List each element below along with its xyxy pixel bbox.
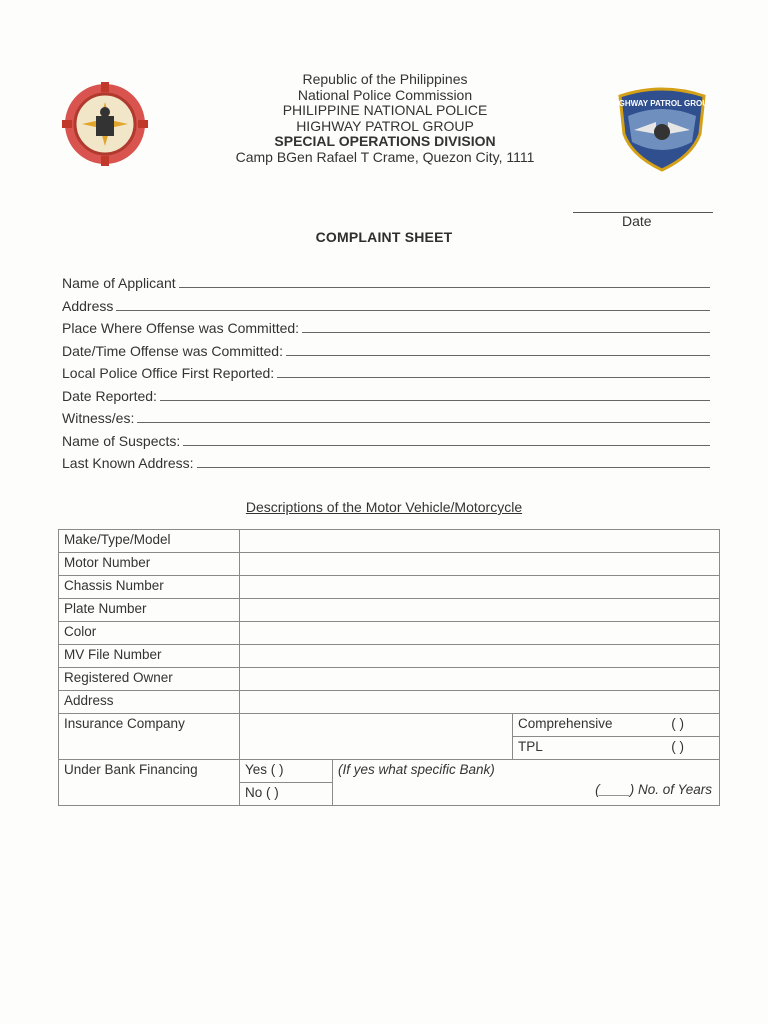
table-row xyxy=(59,668,720,691)
row-label: Motor Number xyxy=(59,553,240,576)
header-napolcom: National Police Commission xyxy=(297,86,473,103)
row-label: MV File Number xyxy=(59,645,240,668)
field-blank-line xyxy=(197,466,710,468)
row-label: Plate Number xyxy=(59,599,240,622)
field-place-of-offense[interactable] xyxy=(62,316,710,336)
vehicle-description-table xyxy=(58,529,720,806)
table-row xyxy=(59,760,720,783)
field-datetime-of-offense[interactable] xyxy=(62,339,710,359)
field-blank-line xyxy=(179,286,710,288)
row-label: Address xyxy=(59,691,240,714)
table-row xyxy=(59,714,720,737)
field-local-police-office[interactable] xyxy=(62,361,710,381)
value-cell[interactable] xyxy=(240,530,720,553)
table-row xyxy=(59,553,720,576)
field-label: Witness/es: xyxy=(62,410,135,426)
header-hpg: HIGHWAY PATROL GROUP xyxy=(296,117,474,134)
field-blank-line xyxy=(160,399,710,401)
insurance-value-cell[interactable] xyxy=(240,714,513,760)
field-label: Date Reported: xyxy=(62,388,157,404)
header-pnp: PHILIPPINE NATIONAL POLICE xyxy=(282,102,488,119)
value-cell[interactable] xyxy=(240,668,720,691)
row-label: Make/Type/Model xyxy=(59,530,240,553)
field-blank-line xyxy=(116,309,710,311)
pnp-seal-logo xyxy=(62,82,148,166)
row-label: Chassis Number xyxy=(59,576,240,599)
comprehensive-option[interactable] xyxy=(513,714,720,737)
table-row xyxy=(59,599,720,622)
value-cell[interactable] xyxy=(240,576,720,599)
row-label-insurance: Insurance Company xyxy=(59,714,240,760)
header-address: Camp BGen Rafael T Crame, Quezon City, 1111 xyxy=(235,148,535,165)
field-label: Address xyxy=(62,298,114,314)
field-label: Name of Suspects: xyxy=(62,433,181,449)
bank-question: (If yes what specific Bank) xyxy=(338,762,495,777)
field-name-of-suspects[interactable] xyxy=(62,429,710,449)
bank-details-cell[interactable] xyxy=(333,760,720,806)
field-address[interactable] xyxy=(62,294,710,314)
bank-yes-option[interactable]: Yes ( ) xyxy=(240,760,333,783)
value-cell[interactable] xyxy=(240,691,720,714)
comprehensive-label: Comprehensive xyxy=(518,716,613,731)
header-republic: Republic of the Philippines xyxy=(302,71,468,87)
field-blank-line xyxy=(137,421,710,423)
table-row xyxy=(59,645,720,668)
years-field[interactable]: (____) No. of Years xyxy=(595,782,712,797)
field-blank-line xyxy=(183,444,710,446)
field-blank-line xyxy=(286,354,710,356)
field-name-of-applicant[interactable] xyxy=(62,271,710,291)
field-label: Date/Time Offense was Committed: xyxy=(62,343,283,359)
vehicle-section-title: Descriptions of the Motor Vehicle/Motorcycle xyxy=(245,499,523,515)
value-cell[interactable] xyxy=(240,553,720,576)
field-date-reported[interactable] xyxy=(62,384,710,404)
header-sod: SPECIAL OPERATIONS DIVISION xyxy=(274,133,496,150)
table-row xyxy=(59,530,720,553)
tpl-checkbox[interactable]: ( ) xyxy=(671,739,684,754)
row-label-bank-financing: Under Bank Financing xyxy=(59,760,240,806)
field-witnesses[interactable] xyxy=(62,406,710,426)
badge-text: HIGHWAY PATROL GROUP xyxy=(612,99,712,108)
page-title: COMPLAINT SHEET xyxy=(315,229,453,245)
row-label: Color xyxy=(59,622,240,645)
value-cell[interactable] xyxy=(240,622,720,645)
field-last-known-address[interactable] xyxy=(62,451,710,471)
field-label: Place Where Offense was Committed: xyxy=(62,320,300,336)
comprehensive-checkbox[interactable]: ( ) xyxy=(671,716,684,731)
field-blank-line xyxy=(302,331,710,333)
field-label: Last Known Address: xyxy=(62,455,194,471)
letterhead xyxy=(200,72,570,166)
table-row xyxy=(59,691,720,714)
field-blank-line xyxy=(277,376,710,378)
tpl-label: TPL xyxy=(518,739,543,754)
date-label: Date xyxy=(622,213,652,229)
value-cell[interactable] xyxy=(240,599,720,622)
tpl-option[interactable] xyxy=(513,737,720,760)
row-label: Registered Owner xyxy=(59,668,240,691)
table-row xyxy=(59,622,720,645)
field-label: Local Police Office First Reported: xyxy=(62,365,275,381)
table-row xyxy=(59,576,720,599)
value-cell[interactable] xyxy=(240,645,720,668)
bank-no-option[interactable]: No ( ) xyxy=(240,783,333,806)
highway-patrol-badge-logo xyxy=(612,86,712,172)
field-label: Name of Applicant xyxy=(62,275,176,291)
